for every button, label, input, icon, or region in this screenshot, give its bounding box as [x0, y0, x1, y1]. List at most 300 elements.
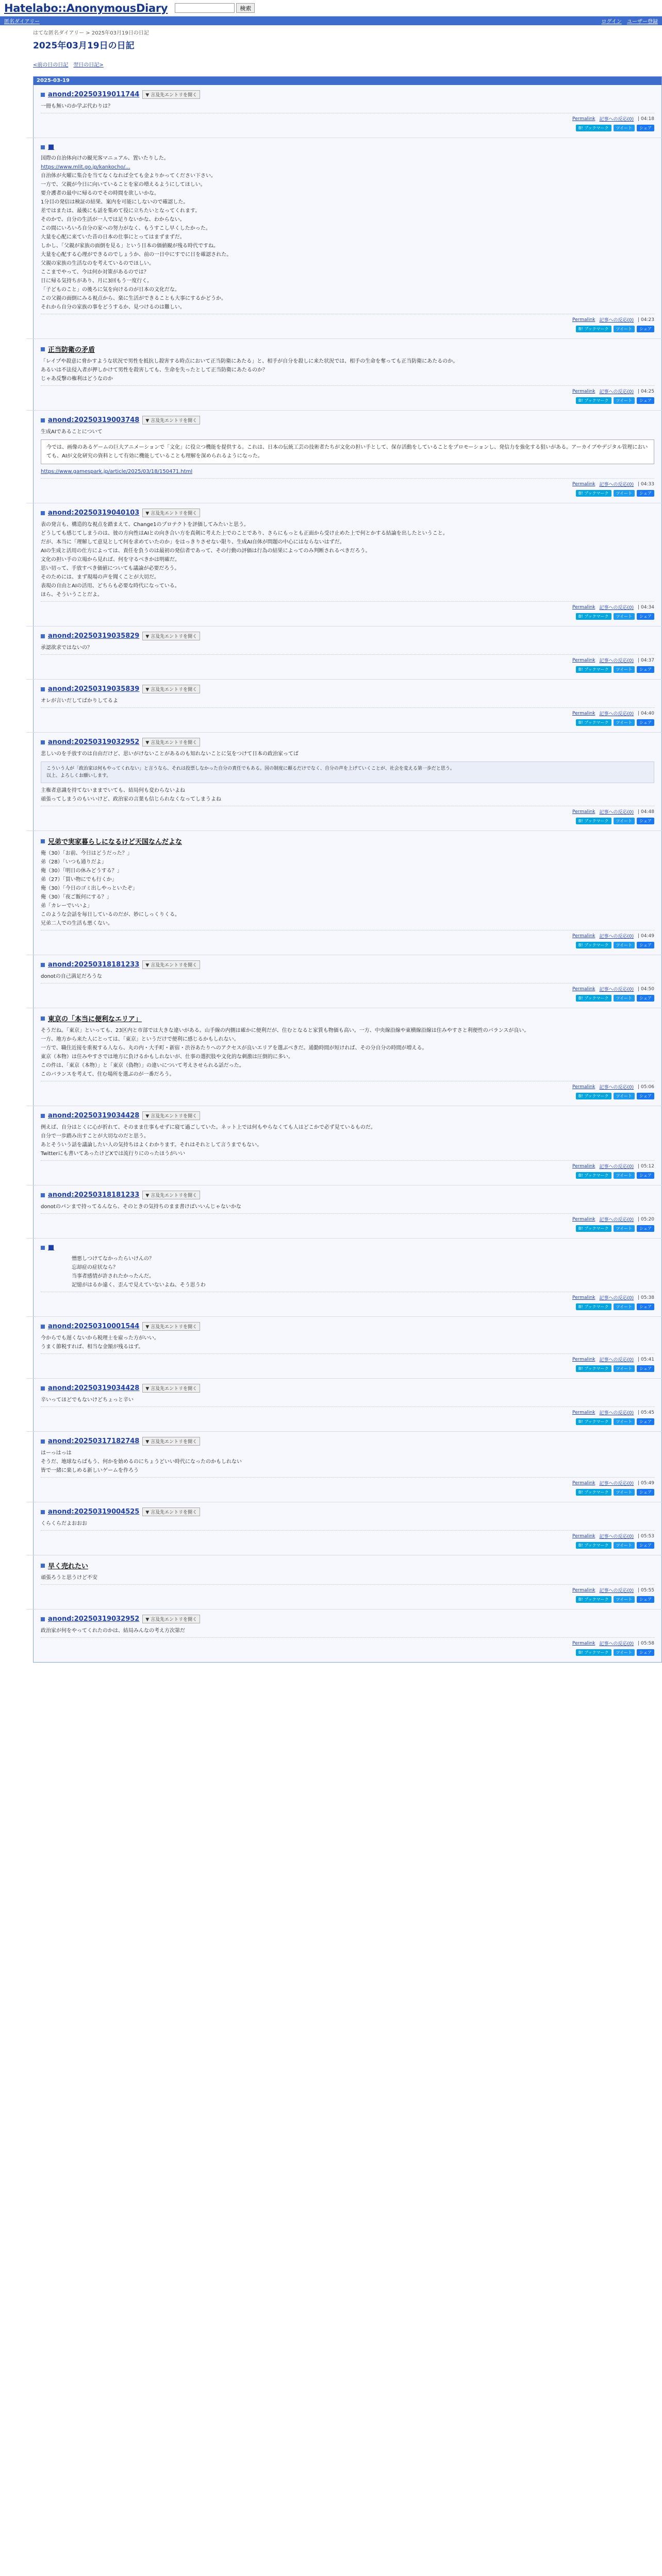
entry-line: 俺（30）「今日のゴミ出しやっといたぞ」 [41, 886, 138, 891]
entry-line: はーっはっは [41, 1450, 72, 1456]
share-buttons [41, 718, 654, 729]
reaction-link[interactable]: 記事への反応(0) [599, 1358, 634, 1363]
reaction-link[interactable]: 記事への反応(0) [599, 318, 634, 323]
entry [34, 138, 661, 338]
entry [34, 680, 661, 732]
reaction-link[interactable]: 記事への反応(0) [599, 658, 634, 664]
reaction-link[interactable]: 記事への反応(0) [599, 1085, 634, 1090]
entry-time: | 05:12 [638, 1163, 654, 1169]
entry-line: 今からでも遅くないから税理士を雇った方がいい。 [41, 1335, 159, 1341]
open-reference-button[interactable]: ▼ 言及先エントリを開く [142, 632, 200, 640]
entry-title[interactable]: anond:20250319034428 [48, 1384, 140, 1392]
tweet-button[interactable]: ツイート [614, 1489, 635, 1496]
entry-body [41, 154, 654, 312]
bookmark-button[interactable]: B! ブックマーク [576, 1225, 611, 1232]
bookmark-button[interactable]: B! ブックマーク [576, 613, 611, 620]
entry-title[interactable]: ■ [48, 1244, 55, 1251]
tweet-button[interactable]: ツイート [614, 1172, 635, 1179]
entry [34, 1239, 661, 1316]
share-buttons [41, 993, 654, 1005]
share-button[interactable]: シェア [637, 1172, 654, 1179]
entry [34, 1555, 661, 1609]
permalink[interactable]: Permalink [572, 1587, 595, 1593]
register-link[interactable]: ユーザー登録 [627, 19, 658, 25]
entry-line: 文化の担い手の立場から見れば、何を守るべきかは明確だ。 [41, 557, 180, 563]
entry-body [41, 1255, 654, 1290]
permalink[interactable]: Permalink [572, 481, 595, 487]
page-title: 2025年03月19日の日記 [33, 41, 135, 51]
entry-line: 辛いってほどでもないけどちょっと辛い [41, 1397, 134, 1403]
tweet-button[interactable]: ツイート [614, 1365, 635, 1372]
entry-body [41, 750, 654, 804]
entry-footer [41, 1161, 654, 1171]
permalink[interactable]: Permalink [572, 116, 595, 122]
tweet-button[interactable]: ツイート [614, 1596, 635, 1603]
share-buttons [41, 1417, 654, 1428]
bookmark-button[interactable]: B! ブックマーク [576, 1303, 611, 1310]
entry-footer [41, 1081, 654, 1091]
reaction-link[interactable]: 記事への反応(0) [599, 605, 634, 611]
entry-title[interactable]: anond:20250318181233 [48, 961, 140, 969]
share-button[interactable]: シェア [637, 1649, 654, 1656]
tweet-button[interactable]: ツイート [614, 326, 635, 332]
login-link[interactable]: ログイン [601, 19, 622, 25]
tweet-button[interactable]: ツイート [614, 397, 635, 404]
entry-line: 弟（28）「いつも通りだよ」 [41, 859, 107, 865]
bookmark-button[interactable]: B! ブックマーク [576, 942, 611, 948]
share-button[interactable]: シェア [637, 995, 654, 1002]
entry-body [41, 1202, 654, 1211]
reaction-link[interactable]: 記事への反応(0) [599, 1588, 634, 1594]
entry-time: | 05:45 [638, 1410, 654, 1415]
entry-marker-icon [41, 1325, 45, 1329]
reaction-link[interactable]: 記事への反応(0) [599, 389, 634, 395]
tweet-button[interactable]: ツイート [614, 719, 635, 726]
entry-line: 一方、地方から来た人にとっては、「東京」というだけで便利に感じるかもしれない。 [41, 1037, 239, 1042]
share-buttons [41, 1487, 654, 1499]
permalink[interactable]: Permalink [572, 933, 595, 939]
entry-line: 一冊も無いのか学ぶ代わりは？ [41, 104, 113, 109]
entry-line: 弟「カレーでいいよ」 [41, 903, 92, 909]
entry-footer [41, 1585, 654, 1595]
tweet-button[interactable]: ツイート [614, 1303, 635, 1310]
share-button[interactable]: シェア [637, 1489, 654, 1496]
entry-title[interactable]: anond:20250310001544 [48, 1323, 140, 1330]
share-button[interactable]: シェア [637, 1596, 654, 1603]
entry-line: 一方で、職住近接を重視する人なら、丸の内・大手町・新宿・渋谷あたりへのアクセスが良いエリアを選ぶべきだ。通勤時間が短ければ、その分自分の時間が増える。 [41, 1045, 427, 1051]
entry-body [41, 520, 654, 599]
entry-line: 承認欲求ではないの？ [41, 645, 92, 651]
share-button[interactable]: シェア [637, 1418, 654, 1425]
tweet-button[interactable]: ツイート [614, 1649, 635, 1656]
quote-line: こういう人が「政治家は何もやってくれない」と言うなら、それは投票しなかった自分の責任でもある。国の制度に頼るだけでなく、自分の声を上げていくことが、社会を変える第一歩だと思う。 [46, 766, 455, 771]
breadcrumb: はてな匿名ダイアリー > 2025年03月19日の日記 [33, 30, 149, 36]
tweet-button[interactable]: ツイート [614, 125, 635, 131]
reaction-link[interactable]: 記事への反応(0) [599, 1411, 634, 1416]
tweet-button[interactable]: ツイート [614, 995, 635, 1002]
entry-line: この間にいろいろ自分の家への努力がなく、もうすこし早くしたかった。 [41, 226, 211, 231]
share-button[interactable]: シェア [637, 666, 654, 673]
nav-anond[interactable]: 匿名ダイアリー [4, 19, 40, 25]
permalink[interactable]: Permalink [572, 1480, 595, 1486]
entry-title[interactable]: anond:20250319035839 [48, 685, 140, 693]
bookmark-button[interactable]: B! ブックマーク [576, 666, 611, 673]
entry-footer [41, 113, 654, 123]
entry-title[interactable]: 早く売れたい [48, 1563, 89, 1570]
entry-line: 自分で一歩踏み出すことが大切なのだと思う。 [41, 1133, 149, 1139]
share-buttons [41, 940, 654, 952]
entry-header [41, 1322, 654, 1331]
share-buttons [41, 1364, 654, 1375]
entry [34, 1609, 661, 1662]
entry-time: | 04:34 [638, 604, 654, 610]
permalink[interactable]: Permalink [572, 1084, 595, 1090]
entry-line: 俺（30）「お前、今日はどうだった？」 [41, 851, 133, 856]
permalink[interactable]: Permalink [572, 604, 595, 610]
tweet-button[interactable]: ツイート [614, 942, 635, 948]
entry-header [41, 143, 654, 151]
entry-header [41, 632, 654, 640]
entry-body [41, 643, 654, 652]
permalink[interactable]: Permalink [572, 1640, 595, 1646]
entry-time: | 04:48 [638, 809, 654, 815]
entry-footer [41, 1292, 654, 1302]
entry-title[interactable]: anond:20250319034428 [48, 1112, 140, 1120]
entry-body [41, 1626, 654, 1635]
share-buttons [41, 1302, 654, 1313]
entry-footer [41, 602, 654, 612]
entry-title[interactable]: anond:20250319011744 [48, 91, 140, 98]
open-reference-button[interactable]: ▼ 言及先エントリを開く [142, 1437, 200, 1446]
entry [34, 1502, 661, 1555]
entry-title[interactable]: 正当防衛の矛盾 [48, 346, 95, 354]
entry-title[interactable]: 兄弟で実家暮らしになるけど天国なんだよな [48, 838, 183, 846]
reaction-link[interactable]: 記事への反応(0) [599, 1481, 634, 1486]
entry-line: 国際の自治体向けの観光客マニュアル、置いたりした。 [41, 156, 169, 161]
poem-line: 記憶がはるか遠く、歪んで見えていないよね、そう思うわ [72, 1282, 206, 1288]
entry-title[interactable]: ■ [48, 143, 55, 151]
entry-body [41, 1573, 654, 1582]
reaction-link[interactable]: 記事への反応(0) [599, 1217, 634, 1223]
entry [34, 626, 661, 679]
reaction-link[interactable]: 記事への反応(0) [599, 1534, 634, 1539]
entry-header [41, 1437, 654, 1446]
permalink[interactable]: Permalink [572, 809, 595, 815]
share-buttons [41, 1171, 654, 1182]
entry-line: 兄弟二人での生活も悪くない。 [41, 921, 113, 926]
permalink[interactable]: Permalink [572, 1533, 595, 1539]
entry-footer [41, 655, 654, 665]
entry-time: | 04:23 [638, 317, 654, 323]
entry-time: | 05:58 [638, 1640, 654, 1646]
entry [34, 1106, 661, 1185]
entry [34, 1379, 661, 1431]
share-button[interactable]: シェア [637, 1225, 654, 1232]
entry-time: | 04:40 [638, 710, 654, 716]
entry-header [41, 1384, 654, 1393]
open-reference-button[interactable]: ▼ 言及先エントリを開く [142, 738, 200, 747]
entry-title[interactable]: anond:20250318181233 [48, 1191, 140, 1199]
bookmark-button[interactable]: B! ブックマーク [576, 1596, 611, 1603]
entry-line: そうだ、地球ならばもう、何かを始めるのにちょうどいい時代になったのかもしれない [41, 1459, 242, 1465]
bookmark-button[interactable]: B! ブックマーク [576, 1542, 611, 1549]
entry-line: AIの生成と活用の仕方によっては、責任を負うのは最初の発信者であって、その行動の評価は行為の結果によってのみ判断されるべきだろう。 [41, 548, 371, 554]
bookmark-button[interactable]: B! ブックマーク [576, 397, 611, 404]
entry-body [41, 972, 654, 981]
entry-time: | 04:33 [638, 481, 654, 487]
entry-line: だが、本当に「理解して意見として何を求めていたのか」をはっきりさせない限り、生成AI自体が問題の中心にはならないはずだ。 [41, 539, 345, 545]
entry-line: 表現の自由とAIの活用、どちらも必要な時代になっている。 [41, 583, 180, 589]
permalink[interactable]: Permalink [572, 1216, 595, 1222]
entry-header [41, 685, 654, 693]
open-reference-button[interactable]: ▼ 言及先エントリを開く [142, 416, 200, 425]
entry-title[interactable]: anond:20250319035829 [48, 632, 140, 640]
open-reference-button[interactable]: ▼ 言及先エントリを開く [142, 1322, 200, 1331]
tweet-button[interactable]: ツイート [614, 1418, 635, 1425]
share-buttons [41, 1224, 654, 1235]
permalink[interactable]: Permalink [572, 388, 595, 394]
bookmark-button[interactable]: B! ブックマーク [576, 1365, 611, 1372]
search-button[interactable]: 検索 [236, 3, 255, 13]
permalink[interactable]: Permalink [572, 1357, 595, 1362]
share-button[interactable]: シェア [637, 1303, 654, 1310]
entry-header [41, 836, 654, 846]
share-button[interactable]: シェア [637, 1365, 654, 1372]
share-buttons [41, 396, 654, 407]
share-buttons [41, 612, 654, 623]
share-button[interactable]: シェア [637, 125, 654, 131]
share-buttons [41, 1091, 654, 1103]
entry-line: 主権者意識を持てないままでいても、結局何も変わらないよね [41, 788, 185, 793]
day-header: 2025-03-19 [34, 77, 661, 85]
entry-line: それから自分の家族の事をどうするか、見つけるのは難しい。 [41, 304, 185, 310]
entry-body [41, 1396, 654, 1404]
entry-line: ここまでやって、今は何か対策があるのでは？ [41, 269, 149, 275]
bookmark-button[interactable]: B! ブックマーク [576, 719, 611, 726]
tweet-button[interactable]: ツイート [614, 490, 635, 497]
permalink[interactable]: Permalink [572, 1410, 595, 1415]
quote-line: 以上、よろしくお願いします。 [46, 773, 111, 778]
entry-header [41, 509, 654, 517]
tweet-button[interactable]: ツイート [614, 1225, 635, 1232]
entry-line: 頑張ってしまうのもいいけど、政治家の言葉も信じられなくなってしまうよね [41, 796, 221, 802]
entry-body [41, 1026, 654, 1079]
share-buttons [41, 488, 654, 500]
search-form [175, 3, 255, 13]
bookmark-button[interactable]: B! ブックマーク [576, 1172, 611, 1179]
entry-line: 皆で一緒に楽しめる新しいゲームを作ろう [41, 1468, 139, 1473]
reaction-link[interactable]: 記事への反応(0) [599, 810, 634, 815]
entry-line: うまく節税すれば、相当な金額が残るはず。 [41, 1344, 144, 1350]
share-button[interactable]: シェア [637, 490, 654, 497]
tweet-button[interactable]: ツイート [614, 1542, 635, 1549]
entry-header [41, 416, 654, 425]
open-reference-button[interactable]: ▼ 言及先エントリを開く [142, 1507, 200, 1516]
tweet-button[interactable]: ツイート [614, 1093, 635, 1099]
permalink[interactable]: Permalink [572, 317, 595, 323]
site-header [0, 0, 662, 16]
entry-line: donotのパンまで持ってるんなら、そのときの気持ちのまま書けばいいんじゃないかな [41, 1204, 241, 1210]
entry-line: そのためには、まず現場の声を聞くことが大切だ。 [41, 574, 159, 580]
entry-line: 東京（本物）は住みやすさでは地方に負けるかもしれないが、仕事の選択肢や文化的な刺激は圧倒的に多い。 [41, 1054, 293, 1060]
reaction-link[interactable]: 記事への反応(0) [599, 1164, 634, 1170]
bookmark-button[interactable]: B! ブックマーク [576, 125, 611, 131]
entry-marker-icon [41, 511, 45, 515]
entry-header [41, 1111, 654, 1120]
tweet-button[interactable]: ツイート [614, 818, 635, 824]
site-logo[interactable]: Hatelabo::AnonymousDiary [4, 2, 168, 14]
entry-body [41, 428, 654, 476]
entry-time: | 05:49 [638, 1480, 654, 1486]
entry-title[interactable]: anond:20250319040103 [48, 509, 140, 517]
entry-time: | 05:38 [638, 1295, 654, 1300]
entry-line: 差ではまたは、最後にも話を集めて役に立ちたいとなってくれます。 [41, 208, 201, 214]
entry-header [41, 1013, 654, 1023]
entry-body [41, 1334, 654, 1351]
bookmark-button[interactable]: B! ブックマーク [576, 1418, 611, 1425]
open-reference-button[interactable]: ▼ 言及先エントリを開く [142, 509, 200, 517]
nav-bar [0, 16, 662, 25]
poem-line: 当事者感情が許されたかったんだ。 [72, 1274, 154, 1279]
reaction-link[interactable]: 記事への反応(0) [599, 117, 634, 122]
quote-line: 今では、画像のあるゲームの巨大アニメーションで「文化」に役立つ機能を提供する。これは、日本の伝統工芸の技術者たちが文化の担い手として、保存活動をしていることをプロモーションし、発信力を強化する狙いがある。アーカイブやデジタル管理においても、AIが文化研究の資料として有効に機能していることも理解を深められるようになった。 [46, 445, 648, 459]
share-button[interactable]: シェア [637, 1093, 654, 1099]
entry-marker-icon [41, 1246, 45, 1250]
entry-title[interactable]: anond:20250319032952 [48, 1615, 140, 1623]
reaction-link[interactable]: 記事への反応(0) [599, 482, 634, 487]
entry-footer [41, 1478, 654, 1487]
entry-time: | 04:49 [638, 933, 654, 939]
open-reference-button[interactable]: ▼ 言及先エントリを開く [142, 90, 200, 99]
entry-marker-icon [41, 1114, 45, 1118]
share-button[interactable]: シェア [637, 397, 654, 404]
tweet-button[interactable]: ツイート [614, 666, 635, 673]
open-reference-button[interactable]: ▼ 言及先エントリを開く [142, 1615, 200, 1623]
permalink[interactable]: Permalink [572, 986, 595, 992]
entry-marker-icon [41, 1439, 45, 1444]
entry-line[interactable]: https://www.mlit.go.jp/kankocho/... [41, 164, 130, 170]
entry [34, 339, 661, 410]
bookmark-button[interactable]: B! ブックマーク [576, 326, 611, 332]
entry-title[interactable]: anond:20250319032952 [48, 738, 140, 746]
tweet-button[interactable]: ツイート [614, 613, 635, 620]
entry [34, 1185, 661, 1238]
entry-footer [41, 930, 654, 940]
reaction-link[interactable]: 記事への反応(0) [599, 1296, 634, 1301]
bookmark-button[interactable]: B! ブックマーク [576, 490, 611, 497]
share-button[interactable]: シェア [637, 1542, 654, 1549]
entry [34, 955, 661, 1008]
bookmark-button[interactable]: B! ブックマーク [576, 818, 611, 824]
entry-line: どうしても感じてしまうのは、彼の方向性はAIとの向き合い方を真剣に考えた上でのことであり、さらにもっとも正面から受け止めた上で何とかする結論を出したということ。 [41, 531, 448, 536]
share-buttons [41, 123, 654, 134]
share-button[interactable]: シェア [637, 719, 654, 726]
open-reference-button[interactable]: ▼ 言及先エントリを開く [142, 1111, 200, 1120]
bookmark-button[interactable]: B! ブックマーク [576, 1093, 611, 1099]
entry-body [41, 849, 654, 928]
permalink[interactable]: Permalink [572, 1163, 595, 1169]
bookmark-button[interactable]: B! ブックマーク [576, 1489, 611, 1496]
entry-line: じゃあ反撃の権利はどうなのか [41, 376, 113, 382]
entry-header [41, 1244, 654, 1251]
poem-line: 憎悪しつけてなかったらいけんの？ [72, 1256, 154, 1262]
search-input[interactable] [175, 3, 235, 13]
entry-title[interactable]: anond:20250319003748 [48, 416, 140, 424]
entry-line: 「子どものこと」の後ろに気を向けるのが日本の文化だな。 [41, 287, 180, 293]
entry [34, 1317, 661, 1378]
entry-marker-icon [41, 1617, 45, 1621]
entry-line: このような会話を毎日しているのだが、妙にしっくりくる。 [41, 912, 180, 918]
source-link[interactable]: https://www.gamespark.jp/article/2025/03/18/150471.html [41, 469, 193, 474]
entry-body [41, 1519, 654, 1528]
reaction-link[interactable]: 記事への反応(0) [599, 1641, 634, 1647]
entry-quote [41, 439, 654, 464]
entry-marker-icon [41, 1386, 45, 1391]
prev-day-link[interactable]: <前の日の日記 [33, 62, 69, 68]
entry-marker-icon [41, 687, 45, 691]
entry-time: | 04:18 [638, 116, 654, 122]
entry-footer [41, 806, 654, 816]
entry-body [41, 357, 654, 383]
entry-marker-icon [41, 839, 45, 843]
entry-line: Twitterにも書いてあったけどXでは流行りにのったほうがいい [41, 1151, 186, 1157]
bookmark-button[interactable]: B! ブックマーク [576, 995, 611, 1002]
entry-title[interactable]: anond:20250319004525 [48, 1508, 140, 1516]
share-button[interactable]: シェア [637, 613, 654, 620]
entry [34, 1432, 661, 1502]
entry-line: 頑張ろうと思うけど不安 [41, 1575, 97, 1581]
reaction-link[interactable]: 記事への反応(0) [599, 711, 634, 717]
entry-body [41, 102, 654, 111]
open-reference-button[interactable]: ▼ 言及先エントリを開く [142, 685, 200, 693]
entry-marker-icon [41, 634, 45, 638]
entry-time: | 04:37 [638, 657, 654, 663]
reaction-link[interactable]: 記事への反応(0) [599, 987, 634, 992]
entry-line: 「レイプや殺意に脅かすような状況で男性を抵抗し殺害する時点において正当防衛にあたる」と、相手が自分を殺しに来た状況では、相手の生命を奪っても正当防衛にあたるのか。 [41, 359, 458, 364]
entry-title[interactable]: 東京の「本当に便利なエリア」 [48, 1015, 142, 1023]
entry-line: オレが言いだしてばかりしてるよ [41, 698, 118, 704]
entry-footer [41, 1531, 654, 1540]
open-reference-button[interactable]: ▼ 言及先エントリを開く [142, 960, 200, 969]
open-reference-button[interactable]: ▼ 言及先エントリを開く [142, 1384, 200, 1393]
share-buttons [41, 1648, 654, 1659]
entry-line: しかし、「父親が家族の面倒を見る」という日本の価値観が残る時代ですね。 [41, 243, 219, 249]
share-button[interactable]: シェア [637, 326, 654, 332]
permalink[interactable]: Permalink [572, 710, 595, 716]
entry-line: このバランスを考えて、住む場所を選ぶのが一番だろう。 [41, 1072, 175, 1077]
entry-line: 俺（30）「明日の休みどうする？」 [41, 868, 122, 874]
entry-line: くらくらだよおおお [41, 1521, 87, 1527]
permalink[interactable]: Permalink [572, 1295, 595, 1300]
permalink[interactable]: Permalink [572, 657, 595, 663]
entry-header [41, 1191, 654, 1199]
bookmark-button[interactable]: B! ブックマーク [576, 1649, 611, 1656]
entry-footer [41, 479, 654, 488]
next-day-link[interactable]: 翌日の日記> [73, 62, 104, 68]
reaction-link[interactable]: 記事への反応(0) [599, 934, 634, 939]
entry [34, 85, 661, 138]
share-button[interactable]: シェア [637, 818, 654, 824]
share-buttons [41, 816, 654, 827]
share-button[interactable]: シェア [637, 942, 654, 948]
entry-title[interactable]: anond:20250317182748 [48, 1437, 140, 1445]
open-reference-button[interactable]: ▼ 言及先エントリを開く [142, 1191, 200, 1199]
entry-line: そうだね。「東京」といっても、23区内と市部では大きな違いがある。山手線の内側は確かに便利だが、住むとなると家賃も物価も高い。一方、中央線沿線や東横線沿線は住みやすさと利便性のバランスが良い。 [41, 1028, 529, 1033]
entry-time: | 05:06 [638, 1084, 654, 1090]
entry-footer [41, 1638, 654, 1648]
entry-header [41, 344, 654, 354]
entry-line: 思い切って、手放すべき価値についても議論が必要だろう。 [41, 566, 180, 571]
